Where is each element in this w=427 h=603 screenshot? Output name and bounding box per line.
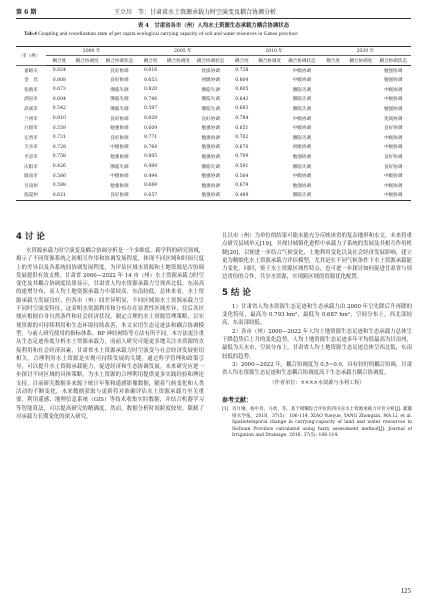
table-cell [73, 152, 102, 162]
table-cell: 0.804 [235, 77, 249, 83]
sub-header-cell: 耦合度 [137, 56, 164, 65]
table-cell: 0.810 [52, 116, 66, 122]
table-cell [346, 123, 375, 133]
table-cell: 0.805 [144, 154, 158, 160]
discussion-continued: 且以市（州）为单位的结果可能未能充分反映该省的复杂地形和水文，未来将重点研究县域单元[19]，并探讨城镇化进程中承载力子系统的发展及其相互作用机制[20]，以便进一步结合气候变化、土地利用变化以及社会经济发展影响，建立更为精细化水土资源承载力评估模型，尤其是在不同气候条件下水土资源承载能力变化。同时，鉴于水土资源区域性特点，也可进一步探讨如何促进甘肃省与周边省份的合作，共享水资源，实现跨区域的资源优化配置。 [222, 233, 412, 281]
table-cell [346, 171, 375, 181]
table-cell: 0.489 [144, 164, 158, 170]
table-cell: 0.564 [235, 173, 249, 179]
table-cell: 中级协调 [375, 191, 411, 201]
table-row [16, 65, 411, 75]
table-cell [164, 123, 193, 133]
table-cell: 0.829 [144, 116, 158, 122]
table-cell: 勉强协调 [383, 68, 403, 74]
year-header: 2020 年 [320, 47, 411, 56]
table-cell: 0.621 [46, 191, 73, 201]
table-cell: 勉强协调 [201, 145, 220, 151]
table-cell: 中级协调 [292, 78, 312, 84]
issue-number: 第 6 期 [16, 9, 37, 16]
table-cell [320, 162, 347, 172]
table-cell: 勉强协调 [201, 126, 220, 132]
table-cell: 勉强协调 [383, 106, 403, 112]
table-cell: 勉强协调 [292, 183, 312, 189]
table-cell [255, 171, 284, 181]
table-cell: 勉强协调 [201, 183, 220, 189]
table-cell: 0.489 [228, 191, 255, 201]
table-cell [320, 104, 347, 114]
table-cell: 勉强协调 [292, 154, 312, 160]
table-cell: 濒临失调 [201, 97, 220, 103]
table-cell [164, 152, 193, 162]
table-cell: 0.799 [235, 154, 249, 160]
sub-header-cell: 耦合协调状态 [193, 56, 229, 65]
table-row [16, 162, 411, 172]
table-cell [255, 75, 284, 85]
table-cell [346, 191, 375, 201]
table-cell: 0.604 [52, 96, 66, 102]
table-cell [346, 85, 375, 95]
table-cell: 中级协调 [110, 145, 129, 151]
table-cell [346, 133, 375, 143]
table-cell: 0.764 [144, 144, 158, 150]
table-caption-en [24, 31, 404, 37]
coupling-table [16, 46, 411, 201]
table-cell: 勉强协调 [201, 174, 220, 180]
table-cell: 初级协调 [292, 145, 312, 151]
table-cell: 0.426 [52, 164, 66, 170]
table-cell: 0.728 [235, 68, 249, 74]
table-cell: 勉强协调 [110, 126, 129, 132]
table-cell: 濒临失调 [110, 97, 129, 103]
region-cell: 甘南州 [24, 183, 38, 189]
table-cell [73, 162, 102, 172]
table-cell: 0.651 [235, 125, 249, 131]
table-cell: 中级协调 [383, 145, 403, 151]
table-cell: 0.758 [52, 154, 66, 160]
table-cell: 0.816 [144, 68, 158, 74]
table-cell: 中级协调 [110, 174, 129, 180]
table-cell: 濒临失调 [292, 97, 312, 103]
sub-header-cell: 耦合协调度 [255, 56, 284, 65]
region-cell: 平凉市 [24, 154, 38, 160]
table-caption-cn: 表 4 甘肃省各市（州）人均水土资源生态承载力耦合协调状态 [137, 23, 290, 29]
table-cell: 0.808 [52, 77, 66, 83]
conclusion-3: 3）2000—2022 年，耦合协调度为 0.5~0.9，具有较好的耦合协调，甘肃省人均水资源生态足迹和生态耦合协调度高于生态承载力耦合协调度。 [222, 361, 412, 377]
sub-header-cell: 耦合协调状态 [284, 56, 320, 65]
table-row [16, 152, 411, 162]
table-cell [164, 114, 193, 124]
table-cell: 濒临失调 [284, 191, 320, 201]
table-cell: 勉强协调 [193, 191, 229, 201]
table-cell: 濒临失调 [292, 87, 312, 93]
table-cell: 0.702 [235, 135, 249, 141]
table-cell [164, 171, 193, 181]
header-rule [16, 18, 411, 19]
table-row [16, 95, 411, 105]
table-cell [164, 162, 193, 172]
table-cell: 0.729 [52, 144, 66, 150]
table-cell: 0.559 [52, 125, 66, 131]
table-cell [320, 75, 347, 85]
left-column [16, 232, 204, 421]
table-cell: 中级协调 [383, 174, 403, 180]
table-cell [255, 162, 284, 172]
table-cell: 0.673 [52, 87, 66, 93]
table-cell [346, 95, 375, 105]
table-row [16, 191, 411, 201]
sub-header-cell: 耦合协调度 [346, 56, 375, 65]
table-cell [255, 191, 284, 201]
table-cell [73, 181, 102, 191]
running-header [16, 6, 411, 18]
table-cell [346, 104, 375, 114]
table-cell [346, 114, 375, 124]
table-cell [346, 75, 375, 85]
table-sub-header [16, 56, 411, 65]
table-cell: 良好协调 [110, 68, 129, 74]
table-cell [164, 75, 193, 85]
table-cell [255, 181, 284, 191]
table-cell [73, 191, 102, 201]
table-row [16, 104, 411, 114]
table-row [16, 181, 411, 191]
table-cell [320, 85, 347, 95]
table-cell [73, 65, 102, 75]
region-cell: 武威市 [24, 106, 38, 112]
region-cell: 张掖市 [24, 87, 38, 93]
table-body [16, 65, 411, 200]
table-cell [255, 114, 284, 124]
table-cell: 0.771 [144, 135, 158, 141]
table-cell: 0.679 [235, 183, 249, 189]
table-cell: 0.653 [144, 77, 158, 83]
table-cell [346, 143, 375, 153]
table-cell: 0.598 [52, 183, 66, 189]
table-cell: 0.805 [235, 87, 249, 93]
table-cell [164, 85, 193, 95]
table-cell: 初级协调 [201, 78, 220, 84]
table-cell: 良好协调 [110, 135, 129, 141]
table-cell [320, 181, 347, 191]
table-cell [320, 171, 347, 181]
conclusion-1: 1）甘肃省人均水资源生态足迹和生态承载力由 2000 年呈先降后升再降的变化特征，最高为 0.793 hm²，最低为 0.687 hm²，空间分布上，西北部较高，东南部较低。 [222, 303, 412, 327]
table-cell [346, 152, 375, 162]
table-cell: 良好协调 [383, 126, 403, 132]
table-cell: 濒临失调 [110, 87, 129, 93]
table-cell [73, 133, 102, 143]
table-cell: 濒临失调 [201, 106, 220, 112]
table-cell [255, 143, 284, 153]
region-cell: 天水市 [24, 145, 38, 151]
discussion-paragraph: 水资源承载力时空演变及耦合协调分析是一个多维度、跨学科的研究领域，揭示了不同资源系统之间相互作用和协调发展程度，体现不同区域和时间尺度上的差异以及各系统间协调发展程度，为评估区域水资源和土地资源是否协调发展提供有效支撑。甘肃省 2000—2022 年 14 市（州）水土资源承载力时空变化及其耦合协调度结果显示，甘肃省人均水资源承载力呈现西北低、东南高的递增分布，而人均土地资源承载力中部较高、东南较低，总体来看，水土资源承载力发展良好，但各市（州）间差异明显，不同区域间水土资源承载力呈不同时空演变特征，这表明水资源利用和分布存在显著性区域差异，往后各区域应根据自身自然条件和社会经济状况，制定合理的水土资源管理策略，以实现资源的可持续利用和生态环境持续改善，本文采用生态足迹法和耦合协调模型，与前人研究使用的指标体系、BP 神经网络等方法有所不同，本方法更注重从生态足迹角度分析水土资源承载力，而前人研究可能更多地关注水资源的直接利用和社会经济因素，甘肃省水土资源承载力时空演变与社会经济发展密切相关，合理利用水土资源是实现可持续发展的关键，通过科学管理和政策引导，可以提升水土资源承载能力，促进经济和生态协调发展。未来研究应进一步探讨不同区域的具体策略，为水土资源的合理利用提供更多实践经验和理论支持，目前研究数据多来源于统计年鉴和遥感影像数据，随着气候变化和人类活动的不断变化，未来数据获取与更新将对准确评估水土资源承载力至关重要，利用遥感、地理信息系统（GIS）等技术收集实时数据，并结合机器学习等智能算法，可以提高研究的精确度，然而，数据分析时间跨度较短，限制了对承载力长期变化的深入研究， [16, 248, 204, 420]
table-cell [255, 65, 284, 75]
table-row [16, 123, 411, 133]
col-region-header: 市（州） [16, 47, 46, 66]
sub-header-cell: 耦合度 [320, 56, 347, 65]
author-affiliation: （作者单位：××××水资源与水利工程） [269, 380, 365, 387]
table-cell: 良好协调 [102, 191, 138, 201]
running-head-title: 王立川 等：甘肃省水土资源承载力时空演变及耦合协调分析 [114, 9, 277, 16]
reference-item [222, 407, 412, 440]
table-cell [320, 191, 347, 201]
table-cell: 良好协调 [383, 164, 403, 170]
sub-header-cell: 耦合协调度 [73, 56, 102, 65]
table-cell: 勉强协调 [110, 154, 129, 160]
table-cell: 优质协调 [383, 116, 403, 122]
table-cell: 良好协调 [201, 116, 220, 122]
table-cell [73, 123, 102, 133]
region-cell: 金 昌 [24, 78, 38, 84]
table-cell: 中级协调 [292, 174, 312, 180]
table-cell: 濒临失调 [292, 164, 312, 170]
reference-number: [1] [222, 407, 229, 413]
table-cell [255, 133, 284, 143]
table-cell [320, 114, 347, 124]
table-cell: 0.824 [52, 68, 66, 74]
table-cell: 0.689 [144, 183, 158, 189]
table-cell [320, 95, 347, 105]
table-cell: 0.542 [52, 106, 66, 112]
table-cell: 濒临失调 [110, 164, 129, 170]
table-cell [320, 152, 347, 162]
table-cell [73, 171, 102, 181]
table-row [16, 133, 411, 143]
region-cell: 兰州市 [24, 116, 38, 122]
sub-header-cell: 耦合协调度 [164, 56, 193, 65]
table-cell [164, 143, 193, 153]
table-cell [73, 85, 102, 95]
table-cell: 0.683 [235, 106, 249, 112]
table-cell: 0.643 [235, 96, 249, 102]
table-cell [255, 123, 284, 133]
table-cell: 0.591 [235, 164, 249, 170]
table-year-header [16, 47, 411, 56]
table-cell: 濒临失调 [292, 135, 312, 141]
table-row [16, 143, 411, 153]
table-cell: 0.820 [144, 87, 158, 93]
region-cell: 定西市 [24, 135, 38, 141]
table-cell: 濒临失调 [201, 87, 220, 93]
table-cell: 濒临失调 [110, 106, 129, 112]
table-cell: 中级协调 [383, 87, 403, 93]
table-cell: 勉强协调 [201, 154, 220, 160]
references-heading: 参考文献： [222, 397, 253, 405]
table-cell: 0.657 [137, 191, 164, 201]
region-cell: 庆阳市 [24, 164, 38, 170]
table-cell: 0.494 [144, 173, 158, 179]
table-cell [255, 152, 284, 162]
table-cell [346, 65, 375, 75]
sub-header-cell: 耦合协调状态 [375, 56, 411, 65]
table-cell: 中级协调 [383, 183, 403, 189]
table-cell [73, 75, 102, 85]
table-cell: 0.609 [144, 125, 158, 131]
table-cell: 中级协调 [292, 68, 312, 74]
sub-header-cell: 耦合协调状态 [102, 56, 138, 65]
table-cell [73, 114, 102, 124]
table-cell [73, 104, 102, 114]
table-cell: 0.731 [52, 135, 66, 141]
table-caption-en-label: Tab.4 [24, 31, 37, 37]
table-cell: 良好协调 [110, 116, 129, 122]
region-cell: 临夏州 [16, 191, 46, 201]
reference-text: 肖月娥、杨中肖、马欣、等。基于模糊综合评价的四川省水土资源承载力评价分析[J]. 灌溉排水学报，2018，37(5)：106-114. XIAO Yueyue, YANG Zhongxin, MA Li, et al. Spatiotemporal change in carrying-capacity of land and water resources in Sichuan Province calculated using fuzzy assessment method[J]. Journal of Irrigation and Drainage, 2018, 37(5): 106-114. [232, 407, 412, 439]
table-cell [164, 133, 193, 143]
table-cell: 中级协调 [383, 97, 403, 103]
table-cell: 0.670 [235, 144, 249, 150]
table-row [16, 114, 411, 124]
table-cell [73, 95, 102, 105]
sub-header-cell: 耦合度 [228, 56, 255, 65]
table-cell: 良好协调 [383, 154, 403, 160]
table-cell [164, 181, 193, 191]
table-cell: 优质协调 [201, 68, 220, 74]
table-cell: 勉强协调 [110, 183, 129, 189]
table-cell [320, 143, 347, 153]
year-header: 2010 年 [228, 47, 319, 56]
table-cell [255, 95, 284, 105]
table-cell: 0.586 [52, 173, 66, 179]
table-cell [164, 191, 193, 201]
table-row [16, 85, 411, 95]
table-cell: 濒临失调 [201, 164, 220, 170]
year-header: 2005 年 [137, 47, 228, 56]
region-cell: 陇南市 [24, 174, 38, 180]
table-cell [73, 143, 102, 153]
table-cell: 0.784 [235, 116, 249, 122]
table-cell [346, 181, 375, 191]
table-cell [320, 123, 347, 133]
table-cell [164, 65, 193, 75]
conclusion-2: 2）各市（州）2000—2022 年人均土地资源生态足迹和生态承载力总体呈下降趋势后上升的变化趋势，人均土地资源生态足迹多年平均值最高为甘南州，最低为天水市，空间分布上，甘肃省人均土地资源生态足迹总体呈西北低，东南较低的趋势。 [222, 328, 412, 360]
table-cell: 中级协调 [383, 135, 403, 141]
table-row [16, 75, 411, 85]
section-5-heading: 5 结 论 [222, 287, 251, 298]
table-caption-en-text: Coupling and coordination state of per capita ecological carrying capacity of soil and water resources in Gansu province [38, 31, 298, 37]
table-cell: 中级协调 [292, 116, 312, 122]
table-cell: 濒临失调 [292, 106, 312, 112]
table-cell: 良好协调 [110, 78, 129, 84]
table-cell [164, 95, 193, 105]
table-cell: 勉强协调 [383, 78, 403, 84]
region-cell: 白银市 [24, 126, 38, 132]
page-number: 125 [400, 587, 411, 595]
sub-header-cell: 耦合度 [46, 56, 73, 65]
region-cell: 嘉峪关 [24, 68, 38, 74]
table-cell: 0.786 [144, 96, 158, 102]
table-cell [320, 133, 347, 143]
table-cell [346, 162, 375, 172]
table-cell [255, 104, 284, 114]
year-header: 2000 年 [46, 47, 137, 56]
table-cell [320, 65, 347, 75]
table-cell: 中级协调 [292, 126, 312, 132]
table-cell [255, 85, 284, 95]
region-cell: 酒泉市 [24, 97, 38, 103]
table-cell: 勉强协调 [201, 135, 220, 141]
right-column [222, 232, 412, 440]
table-cell: 0.597 [144, 106, 158, 112]
table-cell [164, 104, 193, 114]
table-row [16, 171, 411, 181]
section-4-heading: 4 讨 论 [16, 232, 45, 242]
